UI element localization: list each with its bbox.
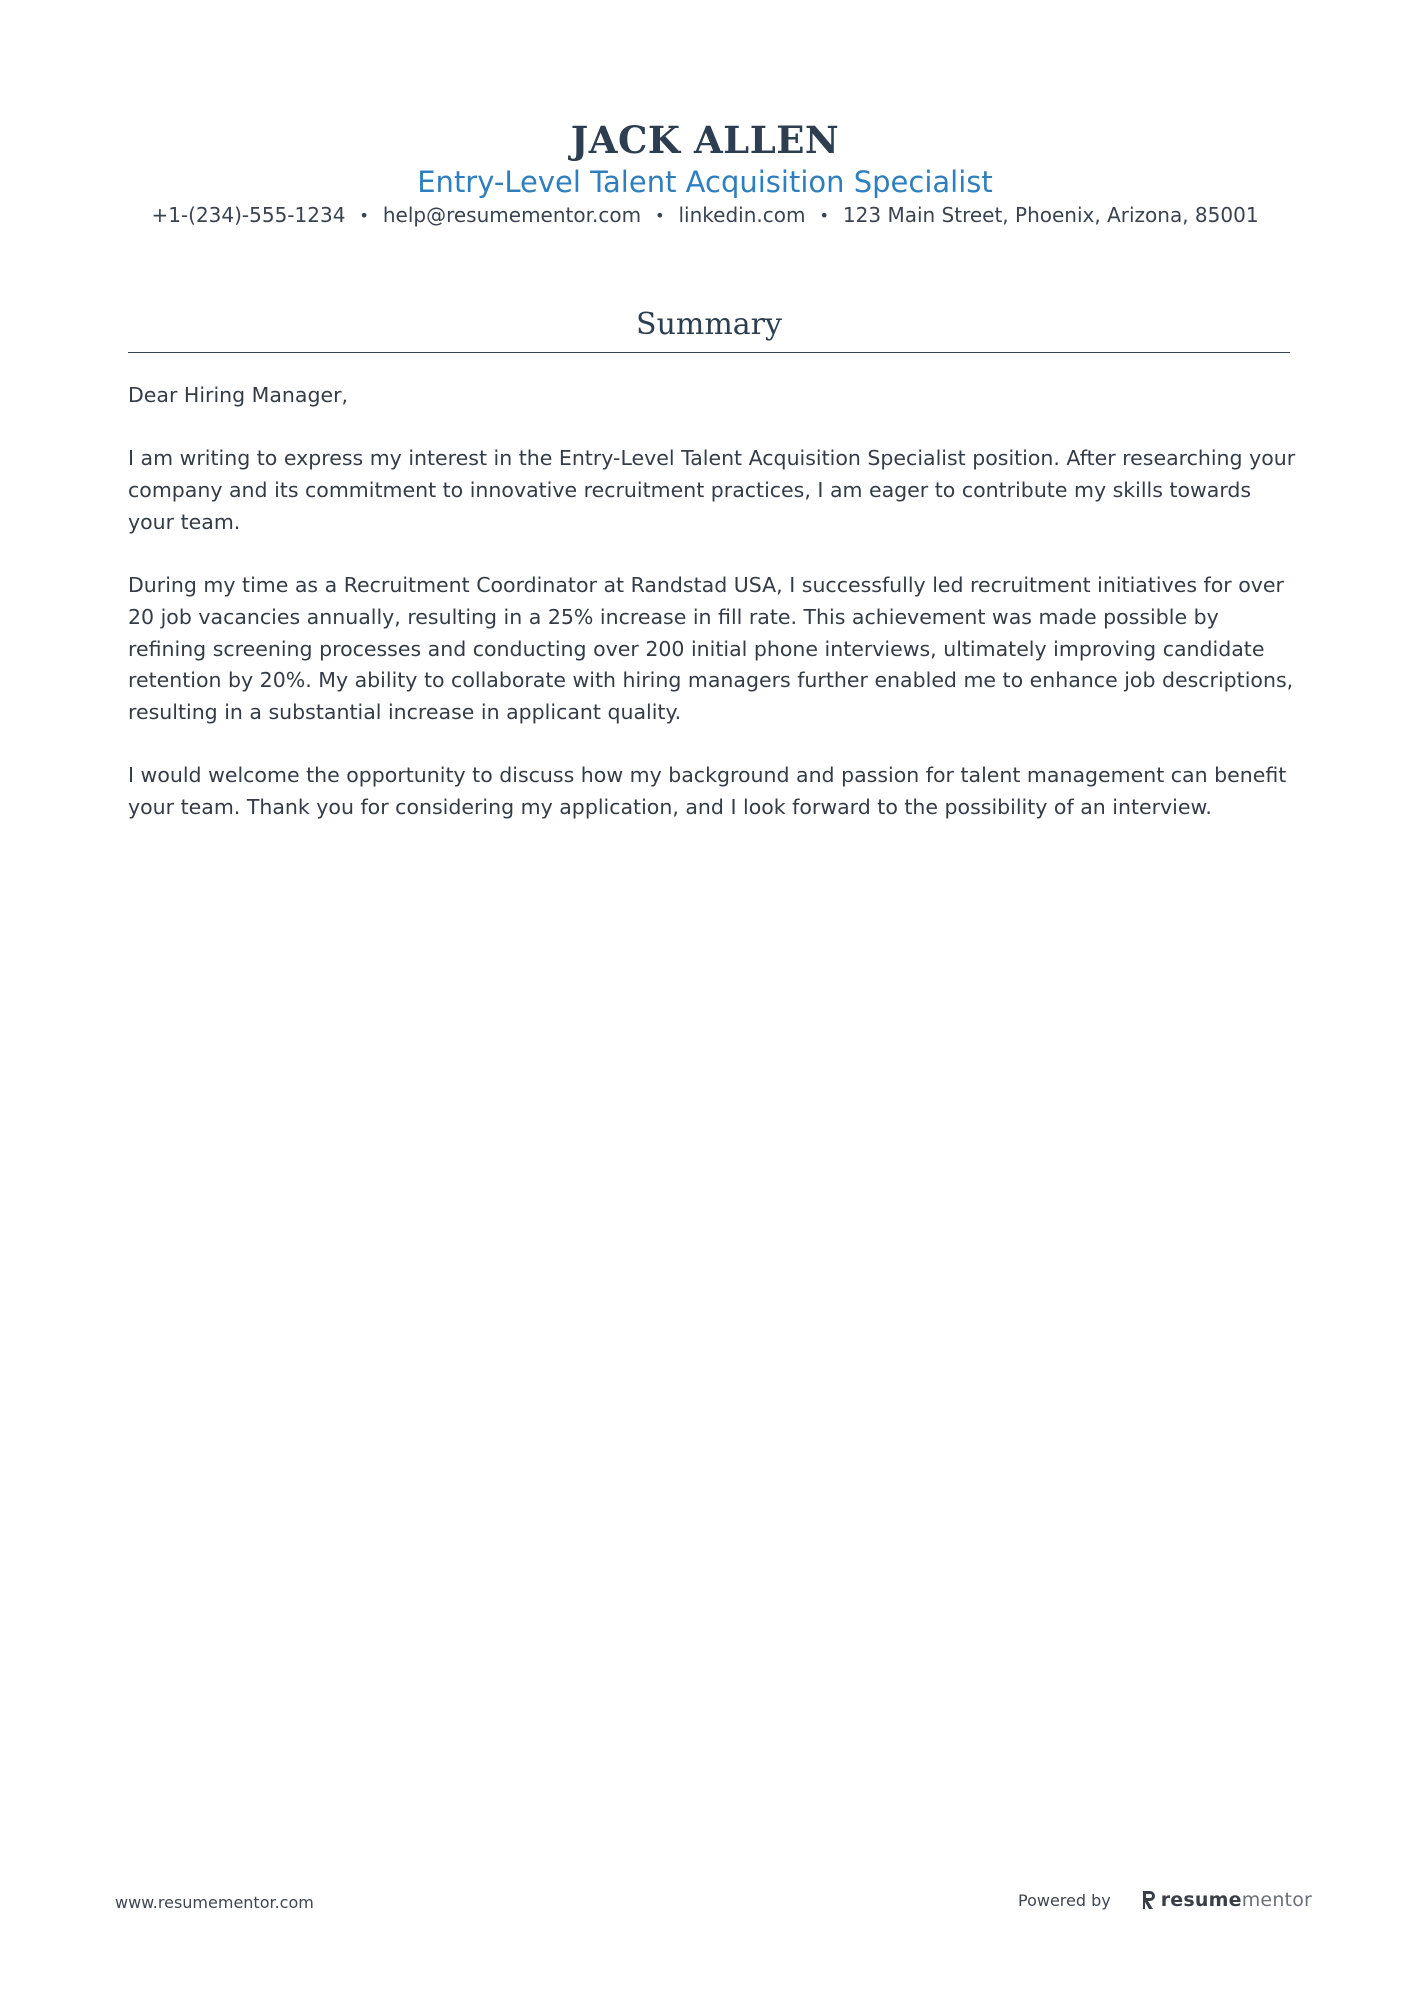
email-address: help@resumementor.com bbox=[382, 203, 642, 227]
letter-paragraph-1: I am writing to express my interest in the Entry-Level Talent Acquisition Specialist position. After researching your company and its commitment to innovative recruitment practices, I am eager to contribute my skills towards your team. bbox=[128, 446, 1296, 534]
phone-number: +1-(234)-555-1234 bbox=[151, 203, 346, 227]
section-title-summary: Summary bbox=[636, 307, 782, 342]
footer-website: www.resumementor.com bbox=[115, 1893, 314, 1912]
brand-logo bbox=[1141, 1889, 1312, 1911]
brand-name-part1: resume bbox=[1160, 1889, 1242, 1911]
section-divider bbox=[128, 352, 1290, 353]
applicant-name: JACK ALLEN bbox=[570, 118, 840, 162]
job-title: Entry-Level Talent Acquisition Specialist bbox=[417, 165, 993, 199]
header bbox=[0, 114, 1410, 231]
contact-line bbox=[0, 200, 1410, 231]
footer-branding bbox=[1018, 1889, 1312, 1911]
separator-dot: • bbox=[655, 206, 665, 225]
powered-by-label: Powered by bbox=[1018, 1890, 1111, 1910]
resumementor-logo-icon bbox=[1141, 1890, 1157, 1910]
letter-body bbox=[128, 380, 1300, 855]
linkedin-link: linkedin.com bbox=[678, 203, 806, 227]
letter-paragraph-3: I would welcome the opportunity to discuss how my background and passion for talent management can benefit your team. Thank you for considering my application, and I look forward to the possibility of an interview. bbox=[128, 763, 1287, 820]
letter-paragraph-2: During my time as a Recruitment Coordinator at Randstad USA, I successfully led recruitment initiatives for over 20 job vacancies annually, resulting in a 25% increase in fill rate. This achievement was made possible by refining screening processes and conducting over 200 initial phone interviews, ultimately improving candidate retention by 20%. My ability to collaborate with hiring managers further enabled me to enhance job descriptions, resulting in a substantial increase in applicant quality. bbox=[128, 573, 1294, 724]
brand-name-part2: mentor bbox=[1241, 1889, 1313, 1911]
street-address: 123 Main Street, Phoenix, Arizona, 85001 bbox=[842, 203, 1259, 227]
separator-dot: • bbox=[359, 206, 369, 225]
letter-greeting: Dear Hiring Manager, bbox=[128, 383, 349, 407]
separator-dot: • bbox=[819, 206, 829, 225]
